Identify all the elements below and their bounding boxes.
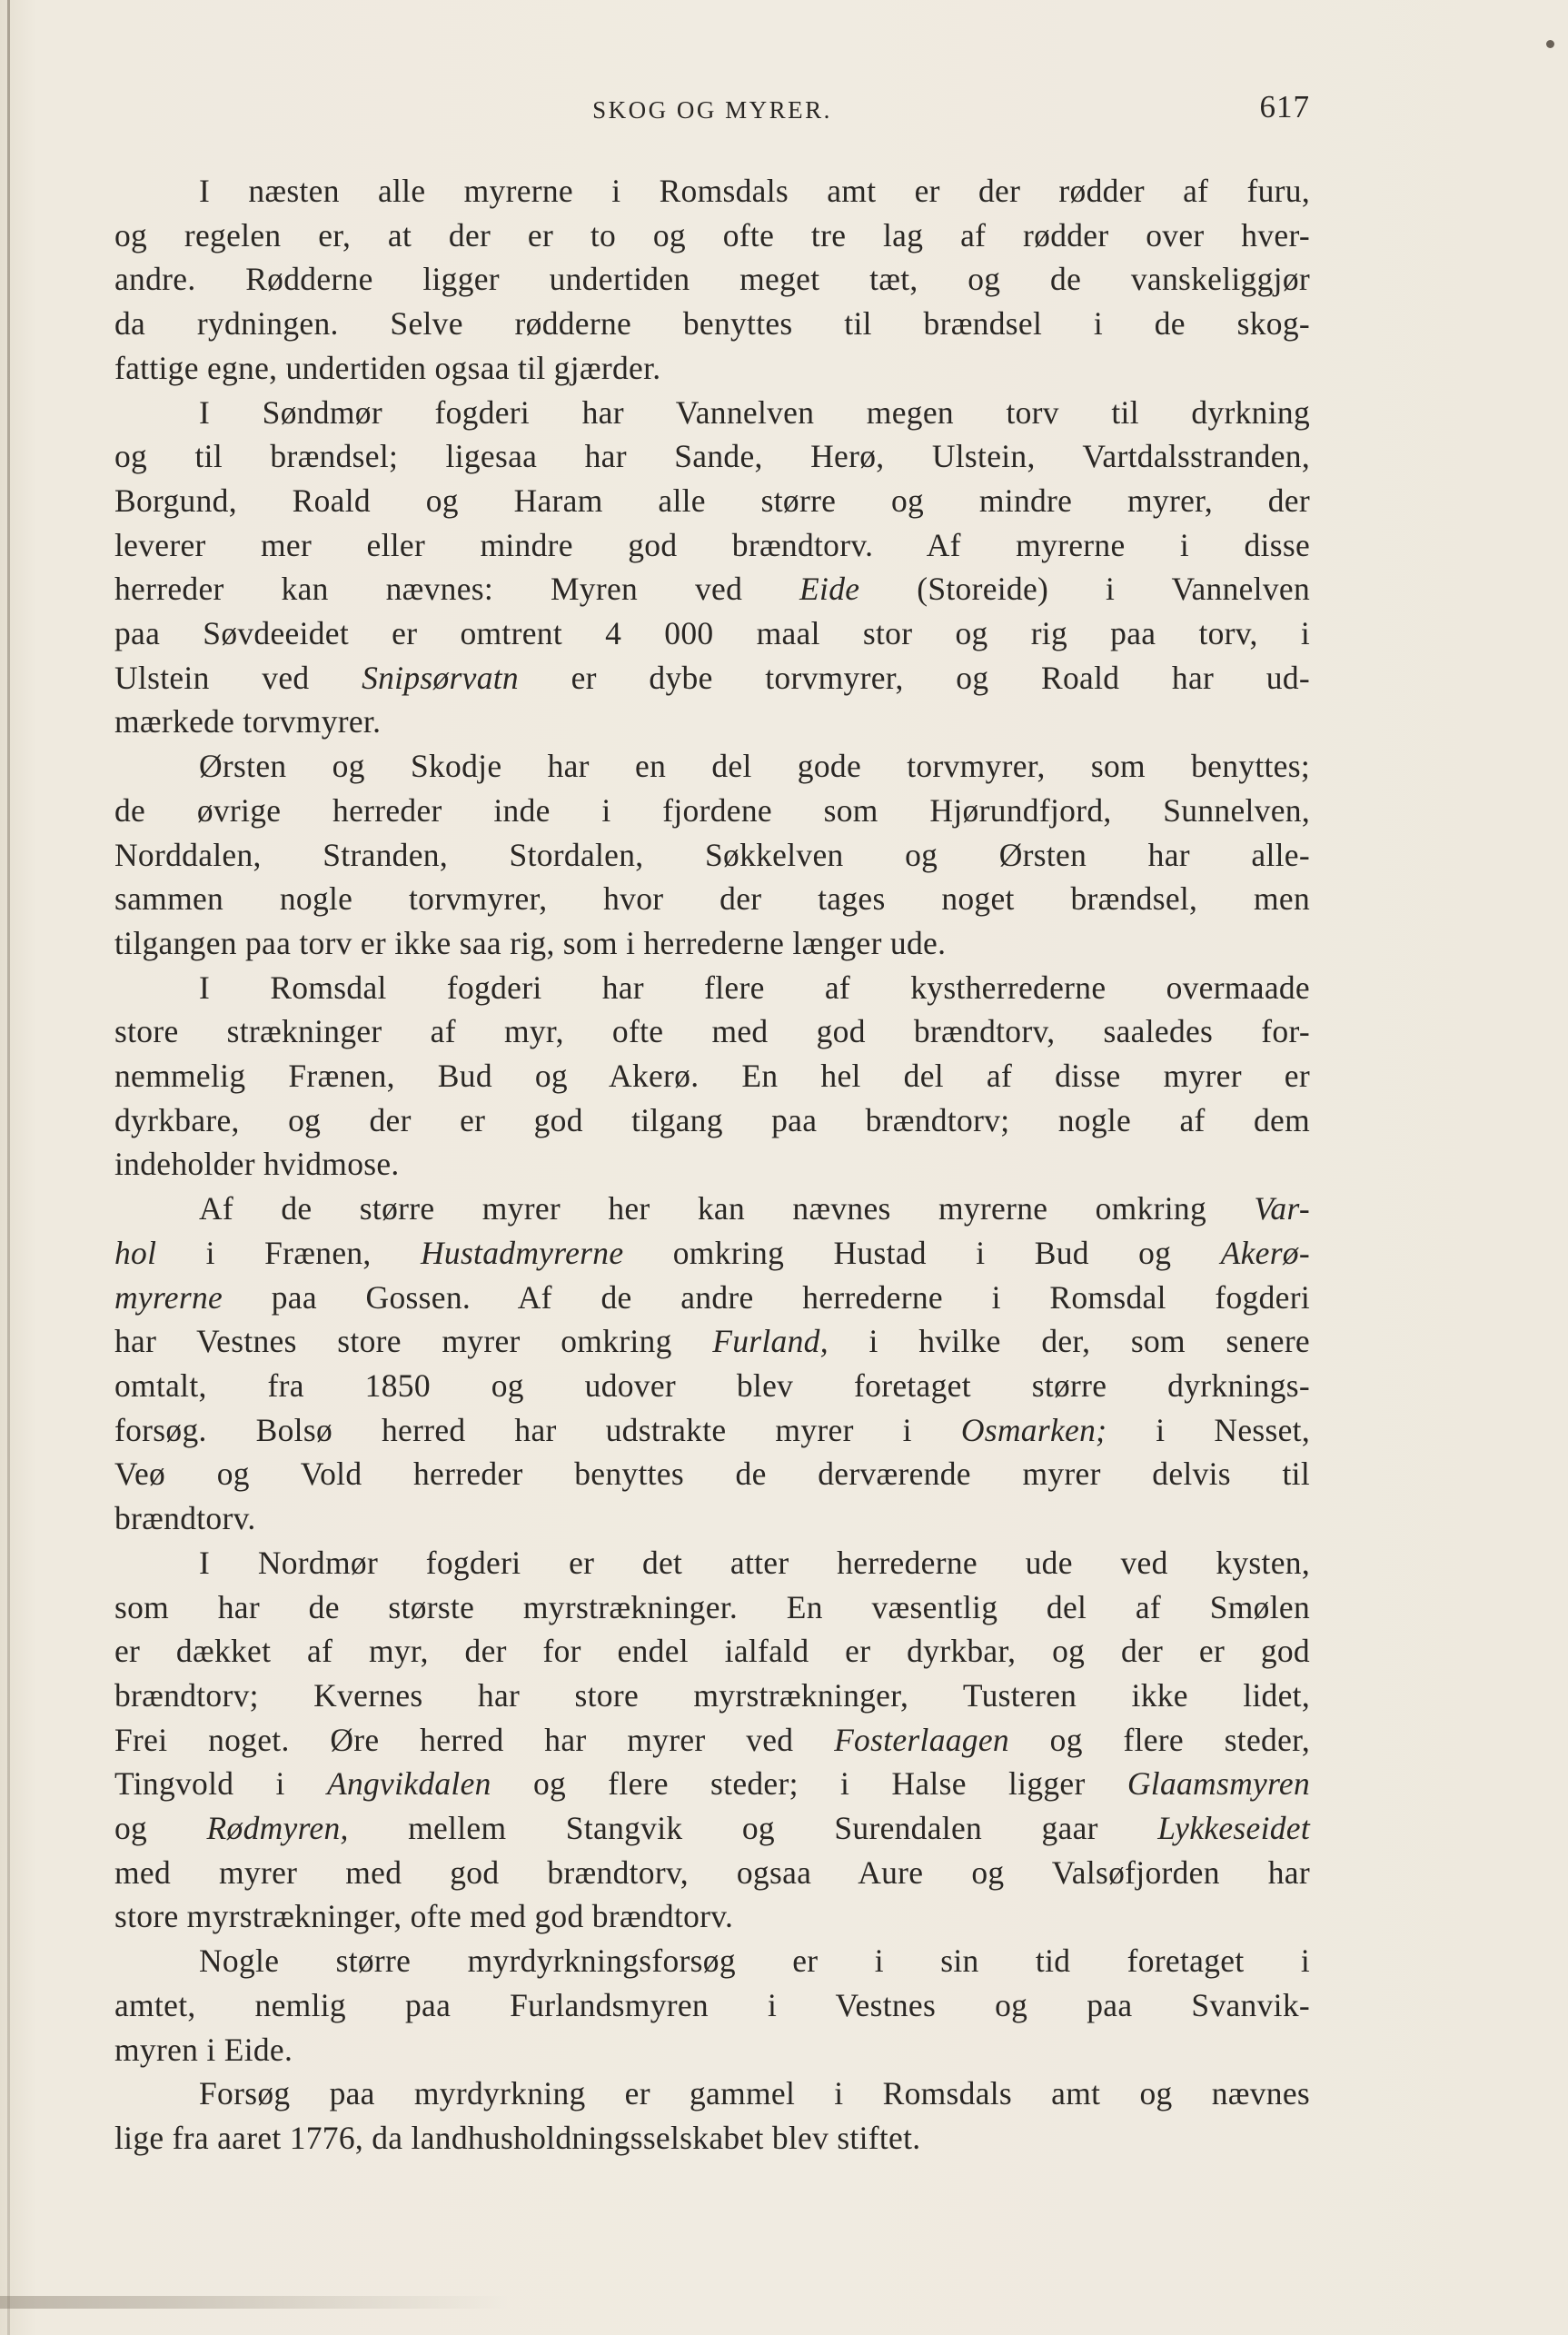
paragraph bbox=[114, 1187, 1310, 1541]
text-line: og til brændsel; ligesaa har Sande, Herø, Ulstein, Vartdalsstranden, bbox=[114, 438, 1310, 475]
text-line: indeholder hvidmose. bbox=[114, 1146, 400, 1183]
text-line: dyrkbare, og der er god tilgang paa brændtorv; nogle af dem bbox=[114, 1101, 1310, 1138]
text-line: Norddalen, Stranden, Stordalen, Søkkelven og Ørsten har alle- bbox=[114, 836, 1310, 873]
text-line: Veø og Vold herreder benyttes de derværende myrer delvis til bbox=[114, 1456, 1310, 1493]
text-line: nemmelig Frænen, Bud og Akerø. En hel del af disse myrer er bbox=[114, 1058, 1310, 1095]
paragraph bbox=[114, 2072, 1310, 2160]
text-line: er dækket af myr, der for endel ialfald er dyrkbar, og der er god bbox=[114, 1633, 1310, 1670]
text-line: tilgangen paa torv er ikke saa rig, som i herrederne længer ude. bbox=[114, 924, 947, 961]
paragraph bbox=[114, 1939, 1310, 2072]
text-line: andre. Rødderne ligger undertiden meget tæt, og de vanskeliggjør bbox=[114, 261, 1310, 298]
text-line: sammen nogle torvmyrer, hvor der tages noget brændsel, men bbox=[114, 880, 1310, 918]
text-line: leverer mer eller mindre god brændtorv. Af myrerne i disse bbox=[114, 526, 1310, 563]
text-line: og regelen er, at der er to og ofte tre lag af rødder over hver- bbox=[114, 216, 1310, 253]
text-line: I Søndmør fogderi har Vannelven megen torv til dyrkning bbox=[199, 393, 1310, 431]
running-title: SKOG OG MYRER. bbox=[592, 96, 832, 124]
text-line: forsøg. Bolsø herred har udstrakte myrer i Osmarken; i Nesset, bbox=[114, 1411, 1310, 1448]
text-line: med myrer med god brændtorv, ogsaa Aure og Valsøfjorden har bbox=[114, 1853, 1310, 1891]
text-line: herreder kan nævnes: Myren ved Eide (Storeide) i Vannelven bbox=[114, 571, 1311, 608]
text-line: store strækninger af myr, ofte med god brændtorv, saaledes for- bbox=[114, 1013, 1310, 1050]
text-line: omtalt, fra 1850 og udover blev foretaget større dyrknings- bbox=[114, 1366, 1310, 1404]
text-line: I næsten alle myrerne i Romsdals amt er der rødder af furu, bbox=[199, 173, 1310, 209]
page-smudge bbox=[0, 2296, 509, 2309]
text-line: Frei noget. Øre herred har myrer ved Fosterlaagen og flere steder, bbox=[114, 1721, 1311, 1758]
text-line: Forsøg paa myrdyrkning er gammel i Romsdals amt og nævnes bbox=[199, 2075, 1310, 2112]
text-line: I Romsdal fogderi har flere af kystherrederne overmaade bbox=[199, 969, 1310, 1006]
text-line: Tingvold i Angvikdalen og flere steder; i Halse ligger Glaamsmyren bbox=[114, 1765, 1310, 1803]
text-line: I Nordmør fogderi er det atter herrederne ude ved kysten, bbox=[199, 1544, 1310, 1581]
text-line: Nogle større myrdyrkningsforsøg er i sin tid foretaget i bbox=[199, 1943, 1310, 1980]
text-line: amtet, nemlig paa Furlandsmyren i Vestnes og paa Svanvik- bbox=[114, 1986, 1310, 2023]
text-line: de øvrige herreder inde i fjordene som Hjørundfjord, Sunnelven, bbox=[114, 791, 1310, 829]
text-line: hol i Frænen, Hustadmyrerne omkring Hustad i Bud og Akerø- bbox=[114, 1234, 1310, 1271]
text-line: brændtorv; Kvernes har store myrstrækninger, Tusteren ikke lidet, bbox=[114, 1676, 1310, 1714]
text-line: da rydningen. Selve rødderne benyttes til brændsel i de skog- bbox=[114, 305, 1310, 343]
text-line: som har de største myrstrækninger. En væsentlig del af Smølen bbox=[114, 1588, 1310, 1625]
page-number: 617 bbox=[1259, 89, 1310, 124]
text-line: mærkede torvmyrer. bbox=[114, 703, 382, 740]
binding-edge bbox=[7, 0, 10, 2335]
paragraph bbox=[114, 966, 1310, 1187]
text-line: lige fra aaret 1776, da landhusholdningsselskabet blev stiftet. bbox=[114, 2119, 921, 2156]
body-text bbox=[114, 169, 1310, 2161]
text-line: myren i Eide. bbox=[114, 2031, 293, 2068]
text-line: store myrstrækninger, ofte med god brændtorv. bbox=[114, 1898, 734, 1935]
text-line: og Rødmyren, mellem Stangvik og Surendalen gaar Lykkeseidet bbox=[114, 1810, 1311, 1847]
ink-speck bbox=[1546, 40, 1554, 48]
text-line: myrerne paa Gossen. Af de andre herrederne i Romsdal fogderi bbox=[114, 1278, 1310, 1316]
text-line: Borgund, Roald og Haram alle større og mindre myrer, der bbox=[114, 482, 1310, 519]
text-line: Ulstein ved Snipsørvatn er dybe torvmyrer, og Roald har ud- bbox=[114, 659, 1311, 696]
text-line: brændtorv. bbox=[114, 1500, 256, 1537]
paragraph bbox=[114, 169, 1310, 391]
text-line: har Vestnes store myrer omkring Furland, i hvilke der, som senere bbox=[114, 1323, 1310, 1360]
text-line: paa Søvdeeidet er omtrent 4 000 maal stor og rig paa torv, i bbox=[114, 615, 1310, 652]
running-header bbox=[114, 87, 1310, 133]
paragraph bbox=[114, 391, 1310, 745]
paragraph bbox=[114, 1541, 1310, 1939]
text-line: Ørsten og Skodje har en del gode torvmyrer, som benyttes; bbox=[199, 748, 1310, 785]
text-line: fattige egne, undertiden ogsaa til gjærder. bbox=[114, 349, 661, 386]
paragraph bbox=[114, 744, 1310, 966]
text-line: Af de større myrer her kan nævnes myrerne omkring Var- bbox=[199, 1190, 1310, 1227]
